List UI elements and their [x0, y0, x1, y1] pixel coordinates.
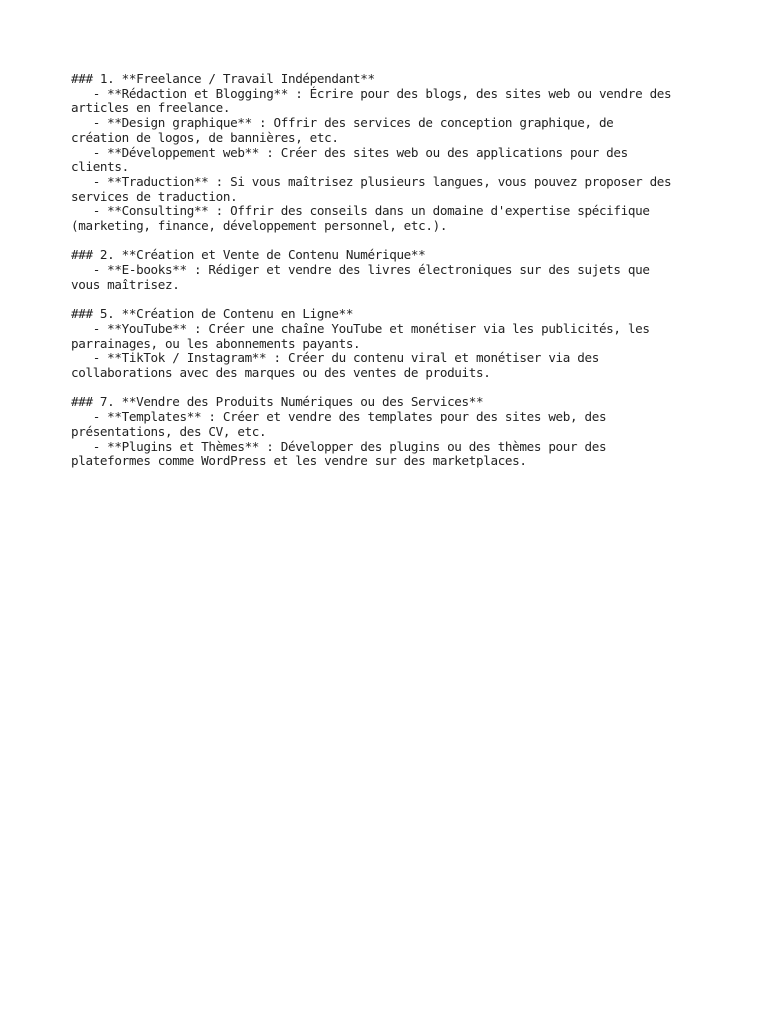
list-item-continuation: vous maîtrisez.: [71, 276, 180, 292]
section-heading: ### 5. **Création de Contenu en Ligne**: [71, 306, 354, 322]
list-item: - **E-books** : Rédiger et vendre des livres électroniques sur des sujets que: [71, 262, 650, 278]
section-heading: ### 2. **Création et Vente de Contenu Numérique**: [71, 247, 426, 263]
section-digital-products: [71, 395, 711, 469]
list-item: - **Développement web** : Créer des sites web ou des applications pour des: [71, 144, 628, 160]
section-heading: ### 1. **Freelance / Travail Indépendant**: [71, 71, 375, 86]
list-item-continuation: parrainages, ou les abonnements payants.: [71, 335, 361, 351]
section-online-content: [71, 307, 711, 381]
list-item: - **Traduction** : Si vous maîtrisez plusieurs langues, vous pouvez proposer des: [71, 173, 672, 189]
list-item: - **Rédaction et Blogging** : Écrire pour des blogs, des sites web ou vendre des: [71, 85, 672, 101]
list-item-continuation: services de traduction.: [71, 188, 238, 204]
section-digital-content: [71, 248, 711, 292]
list-item-continuation: (marketing, finance, développement personnel, etc.).: [71, 218, 448, 234]
list-item-continuation: articles en freelance.: [71, 100, 231, 116]
list-item: - **Design graphique** : Offrir des services de conception graphique, de: [71, 115, 614, 131]
list-item: - **Templates** : Créer et vendre des templates pour des sites web, des: [71, 409, 607, 425]
section-heading: ### 7. **Vendre des Produits Numériques ou des Services**: [71, 394, 484, 410]
list-item: - **TikTok / Instagram** : Créer du contenu viral et monétiser via des: [71, 350, 599, 366]
list-item-continuation: plateformes comme WordPress et les vendre sur des marketplaces.: [71, 453, 527, 469]
list-item-continuation: création de logos, de bannières, etc.: [71, 129, 339, 145]
list-item-continuation: présentations, des CV, etc.: [71, 423, 267, 439]
document-page: [71, 72, 711, 484]
list-item: - **Consulting** : Offrir des conseils dans un domaine d'expertise spécifique: [71, 203, 650, 219]
list-item-continuation: collaborations avec des marques ou des ventes de produits.: [71, 365, 491, 381]
list-item-continuation: clients.: [71, 159, 129, 175]
list-item: - **Plugins et Thèmes** : Développer des plugins ou des thèmes pour des: [71, 438, 607, 454]
section-freelance: [71, 72, 711, 234]
list-item: - **YouTube** : Créer une chaîne YouTube et monétiser via les publicités, les: [71, 320, 650, 336]
